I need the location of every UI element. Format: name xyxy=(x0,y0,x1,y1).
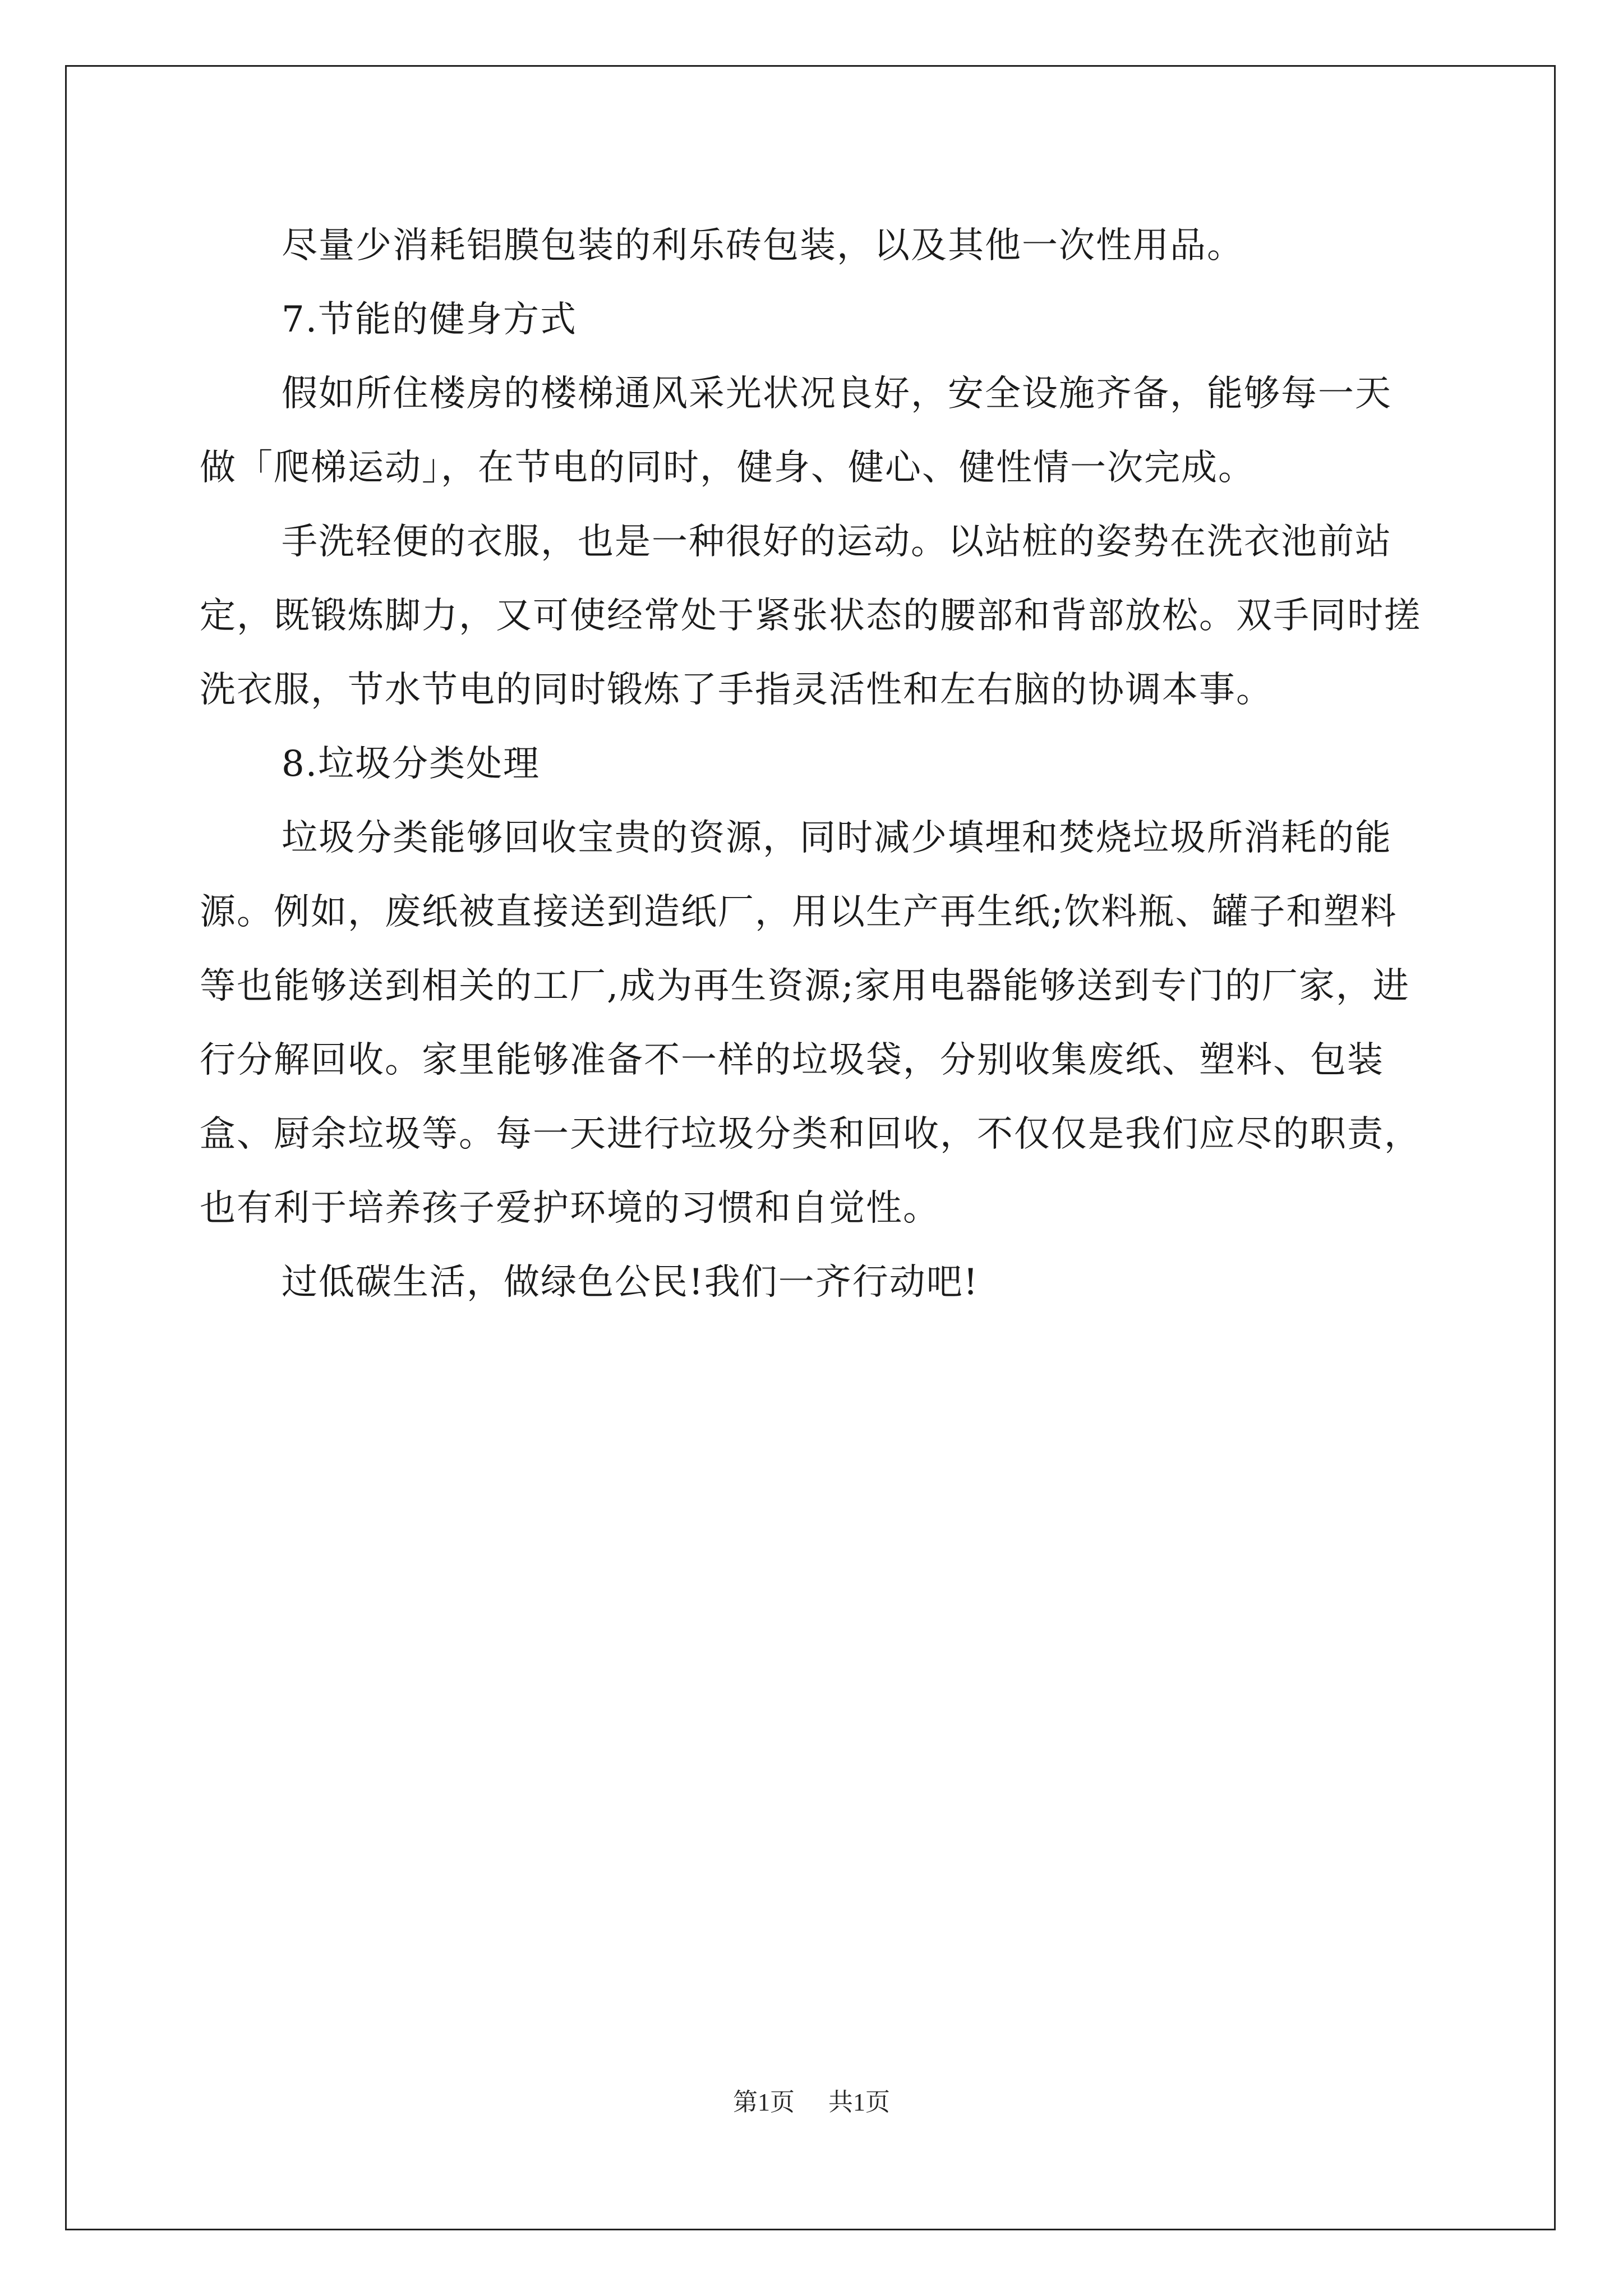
page-footer xyxy=(0,2086,1623,2119)
paragraph-closing: 过低碳生活，做绿色公民!我们一齐行动吧! xyxy=(282,1262,979,1303)
document-body xyxy=(200,209,1428,1319)
section-heading-7: 7.节能的健身方式 xyxy=(282,299,578,341)
paragraph-stair-climbing: 假如所住楼房的楼梯通风采光状况良好，安全设施齐备，能够每一天做「爬梯运动」，在节电的同时，健身、健心、健性情一次完成。 xyxy=(200,373,1392,489)
page-total: 共1页 xyxy=(828,2088,890,2116)
section-heading-8: 8.垃圾分类处理 xyxy=(282,743,541,785)
paragraph-garbage-sorting: 垃圾分类能够回收宝贵的资源，同时减少填埋和焚烧垃圾所消耗的能源。例如，废纸被直接送到造纸厂，用以生产再生纸;饮料瓶、罐子和塑料等也能够送到相关的工厂,成为再生资源;家用电器能够送到专门的厂家，进行分解回收。家里能够准备不一样的垃圾袋，分别收集废纸、塑料、包装盒、厨余垃圾等。每一天进行垃圾分类和回收，不仅仅是我们应尽的职责，也有利于培养孩子爱护环境的习惯和自觉性。 xyxy=(200,817,1421,1229)
page-number: 第1页 xyxy=(733,2088,795,2116)
paragraph-hand-washing: 手洗轻便的衣服，也是一种很好的运动。以站桩的姿势在洗衣池前站定，既锻炼脚力，又可使经常处于紧张状态的腰部和背部放松。双手同时搓洗衣服，节水节电的同时锻炼了手指灵活性和左右脑的协调本事。 xyxy=(200,521,1421,711)
paragraph-1: 尽量少消耗铝膜包装的利乐砖包装，以及其他一次性用品。 xyxy=(282,225,1244,266)
